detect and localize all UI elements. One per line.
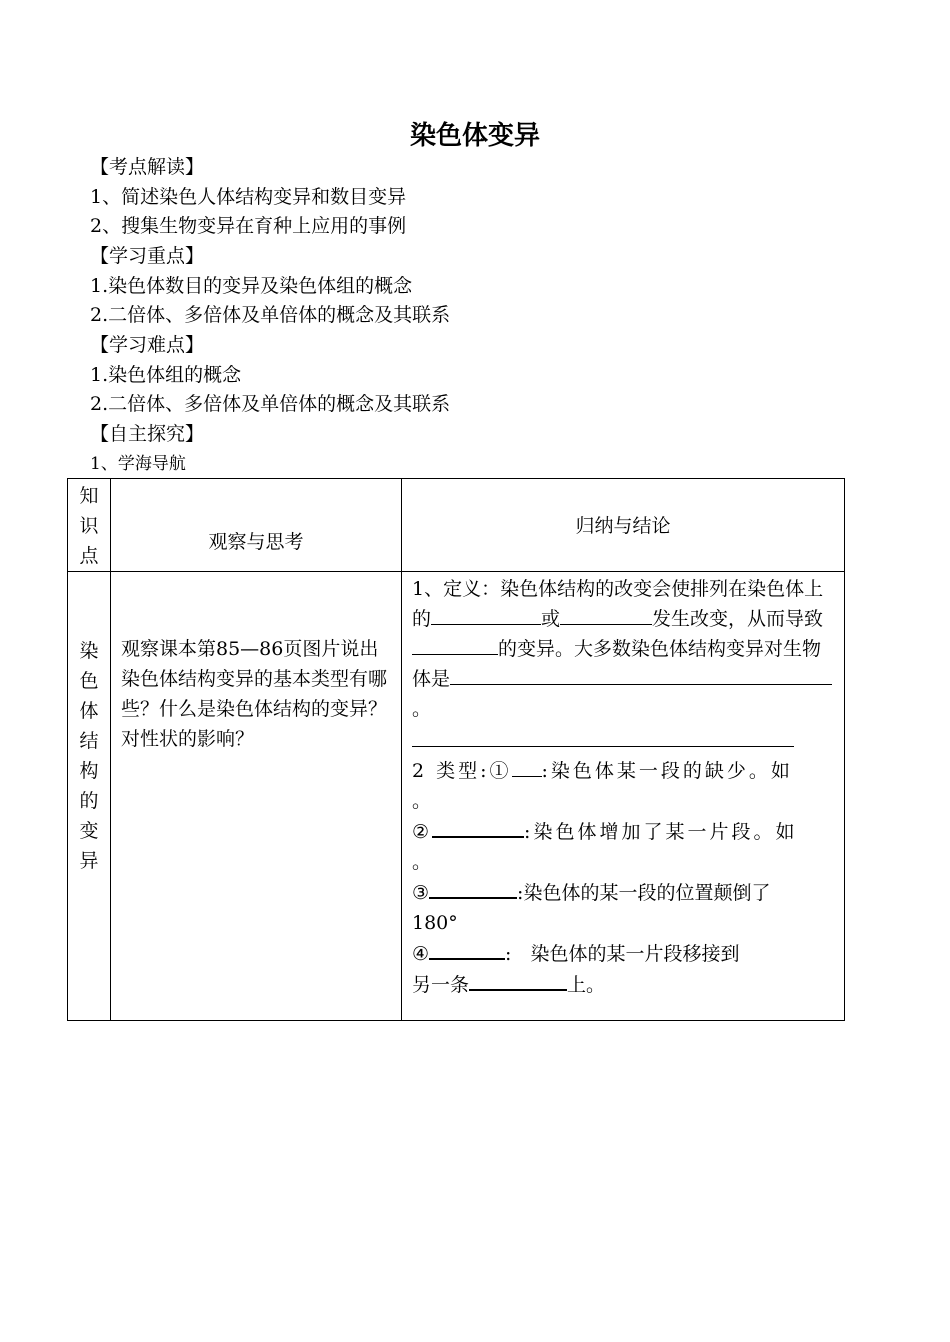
row-knowledge [68, 572, 111, 1021]
blank-field[interactable] [646, 664, 832, 685]
section-heading-exam-points: 【考点解读】 [90, 156, 205, 178]
definition-or: 或 [541, 608, 561, 630]
type-4 [412, 938, 836, 969]
type-2 [412, 816, 836, 847]
type-3-desc: :染色体的某一段的位置颠倒了 [517, 882, 771, 904]
blank-field[interactable] [429, 877, 517, 899]
blank-field[interactable] [412, 726, 794, 747]
vertical-char: 知 [79, 485, 99, 507]
type-3-label: ③ [412, 882, 430, 904]
row-knowledge-text [68, 572, 110, 876]
type-4-desc: : 染色体的某一片段移接到 [505, 943, 740, 965]
blank-field[interactable] [429, 938, 505, 960]
exam-point-2: 2、搜集生物变异在育种上应用的事例 [90, 215, 407, 237]
type-2-label: ② [412, 821, 433, 843]
study-guide-table [67, 478, 845, 1021]
header-observe [111, 479, 402, 572]
header-conclude-text: 归纳与结论 [575, 515, 671, 537]
type-1-label: 2 类型:① [412, 760, 512, 782]
blank-field[interactable] [469, 969, 567, 991]
definition-text-2: 发生改变，从而导致 [652, 608, 824, 630]
type-4-line2 [412, 969, 836, 1000]
header-conclude [402, 479, 845, 572]
definition-period: 。 [412, 698, 432, 720]
definition-paragraph [412, 574, 836, 724]
table-header-row [68, 479, 845, 572]
blank-field[interactable] [560, 604, 652, 625]
section-heading-self-explore: 【自主探究】 [90, 423, 205, 445]
blank-field[interactable] [412, 634, 498, 655]
vertical-char: 的 [79, 790, 99, 812]
definition-text-3: 的变异。大多数染色体结构变异对生物体是 [412, 638, 822, 690]
vertical-char: 结 [79, 730, 99, 752]
vertical-char: 识 [79, 515, 99, 537]
blank-field[interactable] [432, 816, 524, 838]
blank-line [412, 726, 836, 756]
vertical-char: 构 [79, 760, 99, 782]
row-conclude [402, 572, 845, 1021]
type-1-desc: :染色体某一段的缺少。如 [541, 760, 793, 782]
type-1-end: 。 [412, 790, 432, 812]
type-4-line2a: 另一条 [412, 974, 470, 996]
definition-text-1: 1、定义：染色体结构的改变会使排列在染色体上的 [412, 578, 824, 630]
type-2-end: 。 [412, 851, 432, 873]
type-4-label: ④ [412, 943, 430, 965]
table-row [68, 572, 845, 1021]
difficult-point-2: 2.二倍体、多倍体及单倍体的概念及其联系 [90, 393, 451, 415]
header-knowledge-text [68, 479, 110, 571]
header-observe-text: 观察与思考 [208, 531, 304, 553]
type-4-line2b: 上。 [567, 974, 606, 996]
type-2-desc: :染色体增加了某一片段。如 [524, 821, 798, 843]
blank-field[interactable] [431, 604, 541, 625]
section-heading-difficult-points: 【学习难点】 [90, 334, 205, 356]
exam-point-1: 1、简述染色人体结构变异和数目变异 [90, 186, 407, 208]
vertical-char: 染 [79, 640, 99, 662]
blank-field[interactable] [450, 664, 646, 685]
key-point-2: 2.二倍体、多倍体及单倍体的概念及其联系 [90, 304, 451, 326]
type-1 [412, 756, 836, 786]
row-observe [111, 572, 402, 1021]
vertical-char: 变 [79, 820, 99, 842]
explore-item-1: 1、学海导航 [90, 454, 186, 474]
row-observe-text: 观察课本第85—86页图片说出染色体结构变异的基本类型有哪些？什么是染色体结构的变异？对性状的影响？ [121, 638, 388, 750]
section-heading-key-points: 【学习重点】 [90, 245, 205, 267]
type-3-end: 180° [412, 912, 458, 934]
type-3 [412, 877, 836, 908]
vertical-char: 异 [79, 850, 99, 872]
blank-field[interactable] [512, 756, 542, 777]
difficult-point-1: 1.染色体组的概念 [90, 364, 242, 386]
vertical-char: 点 [79, 545, 99, 567]
key-point-1: 1.染色体数目的变异及染色体组的概念 [90, 275, 413, 297]
vertical-char: 色 [79, 670, 99, 692]
vertical-char: 体 [79, 700, 99, 722]
page-title: 染色体变异 [409, 121, 540, 151]
header-knowledge [68, 479, 111, 572]
